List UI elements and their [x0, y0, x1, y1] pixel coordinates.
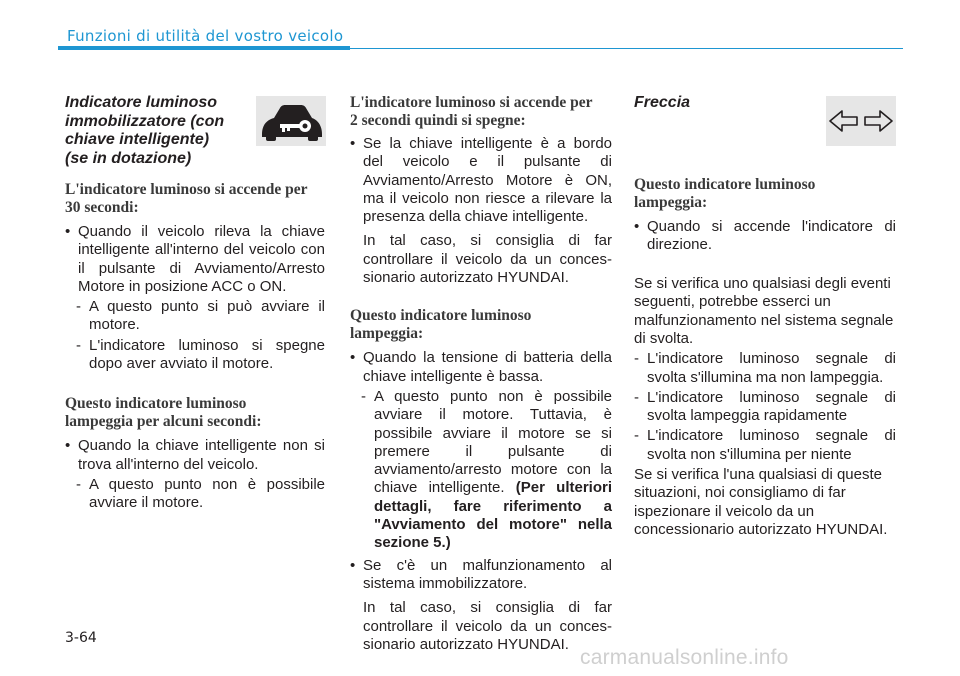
- heading-immobilizer: Indicatore luminoso immobilizzatore (con chiave intelligente) (se in dotazione): [65, 94, 225, 167]
- paragraph: Se si verifica l'una qualsiasi di queste situazioni, noi consigliamo di far ispezionare il veicolo da un concessionario autorizzato HYUNDAI.: [634, 466, 888, 538]
- dash-item: - L'indicatore luminoso si spegne dopo aver avviato il motore.: [76, 336, 325, 373]
- bullet-item: • Quando il veicolo rileva la chiave intelligente all'interno del veicolo con il pulsante di Avviamento/Arresto Motore in posizione ACC o ON.: [65, 223, 325, 296]
- bullet-item: • Quando si accende l'indicatore di direzione.: [634, 218, 896, 255]
- paragraph: In tal caso, si consiglia di far controllare il veicolo da un conces-sionario autorizzato HYUNDAI.: [363, 599, 612, 653]
- bullet-item: • Se c'è un malfunzionamento al sistema immobilizzatore.: [350, 557, 612, 594]
- dash-item: - L'indicatore luminoso segnale di svolta lampeggia rapidamente: [634, 388, 896, 425]
- bullet-item: • Quando la tensione di batteria della chiave intelligente è bassa.: [350, 349, 612, 386]
- dash-item: - L'indicatore luminoso segnale di svolta non s'illumina per niente: [634, 427, 896, 463]
- watermark: carmanualsonline.info: [580, 646, 789, 669]
- paragraph: In tal caso, si consiglia di far controllare il veicolo da un conces-sionario autorizzato HYUNDAI.: [363, 232, 612, 287]
- column-immobilizer-cont: [350, 94, 612, 654]
- subheading: L'indicatore luminoso si accende per 2 secondi quindi si spegne:: [350, 94, 593, 129]
- dash-item: - A questo punto non è possibile avviare il motore. Tuttavia, è possibile avviare il motore se si premere il pulsante di avviamento/arresto motore con la chiave intelligente. (Per ulteriori dettagli, fare riferimento a "Avviamento del motore" nella sezione 5.): [361, 387, 613, 552]
- bullet-item: • Quando la chiave intelligente non si trova all'interno del veicolo.: [65, 437, 325, 474]
- subheading: Questo indicatore luminoso lampeggia per alcuni secondi:: [65, 395, 262, 431]
- column-immobilizer: [65, 94, 325, 513]
- subheading: Questo indicatore luminoso lampeggia:: [634, 175, 816, 211]
- header-rule-thin: [350, 48, 903, 49]
- column-turn-signal: [634, 94, 896, 539]
- page-number: 3-64: [65, 630, 97, 646]
- dash-item: - A questo punto non è possibile avviare il motore.: [76, 475, 325, 512]
- paragraph: Se si verifica uno qualsiasi degli eventi seguenti, potrebbe esserci un malfunzionamento nel sistema segnale di svolta.: [634, 275, 894, 347]
- subheading: L'indicatore luminoso si accende per 30 secondi:: [65, 181, 308, 216]
- bullet-item: • Se la chiave intelligente è a bordo del veicolo e il pulsante di Avviamento/Arresto Motore è ON, ma il veicolo non riesce a rilevare la presenza della chiave intelligente.: [350, 135, 612, 226]
- heading-turn-signal: Freccia: [634, 94, 691, 111]
- subheading: Questo indicatore luminoso lampeggia:: [350, 307, 532, 343]
- dash-item: - A questo punto si può avviare il motore.: [76, 298, 325, 334]
- dash-item: - L'indicatore luminoso segnale di svolta s'illumina ma non lampeggia.: [634, 350, 896, 386]
- section-title: Funzioni di utilità del vostro veicolo: [67, 27, 344, 45]
- header-rule-thick: [58, 46, 350, 50]
